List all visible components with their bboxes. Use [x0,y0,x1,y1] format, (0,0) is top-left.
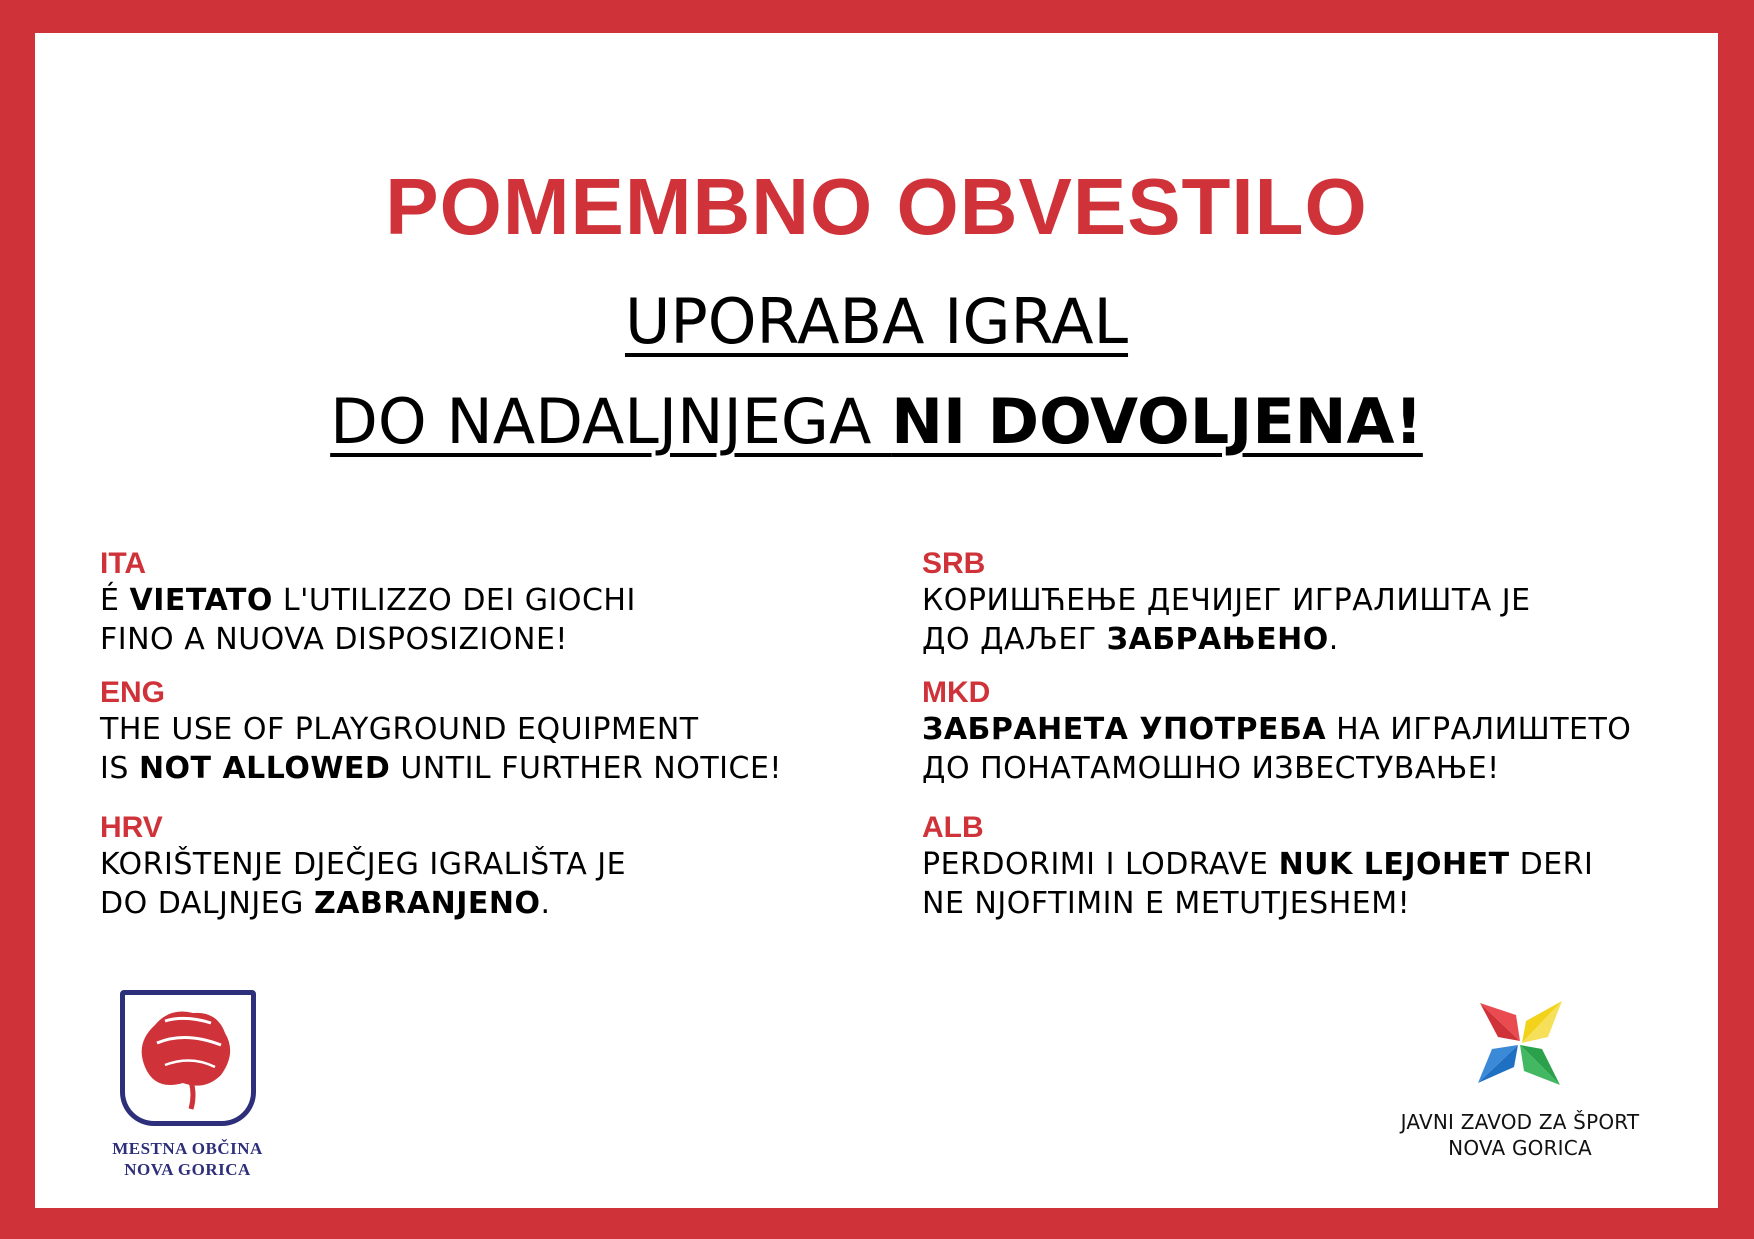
message-line-1: КОРИШЋЕЊЕ ДЕЧИЈЕГ ИГРАЛИШТА ЈЕ [922,583,1531,618]
language-block-srb [922,547,1682,659]
language-code: ITA [100,547,147,580]
text-part: É [100,583,130,618]
text-part: . [540,886,551,921]
headline-line-2-regular: DO NADALJNJEGA [330,385,892,458]
headline-line-2-bold: NI DOVOLJENA! [891,385,1423,458]
institute-name-line-1: JAVNI ZAVOD ZA ŠPORT [1400,1110,1640,1134]
text-part: DO DALJNJEG [100,886,314,921]
text-part: PERDORIMI I LODRAVE [922,847,1279,882]
language-block-hrv [100,811,860,923]
emphasis: NOT ALLOWED [138,751,391,786]
municipality-name-line-2: NOVA GORICA [124,1160,251,1179]
message-line-2: FINO A NUOVA DISPOSIZIONE! [100,622,568,657]
language-code: HRV [100,811,163,844]
text-part: НА ИГРАЛИШТЕТО [1326,712,1632,747]
language-block-eng [100,676,860,788]
message-line-1: KORIŠTENJE DJEČJEG IGRALIŠTA JE [100,847,627,882]
headline-line-2-underlined [330,385,1423,458]
emphasis: VIETATO [129,583,273,618]
notice-sheet [35,33,1718,1208]
language-code: SRB [922,547,986,580]
text-part: IS [100,751,139,786]
message-line-1 [922,710,1682,749]
pinwheel-icon [1470,993,1570,1093]
headline-line-1-text: UPORABA IGRAL [624,285,1129,358]
text-part: L'UTILIZZO DEI GIOCHI [272,583,636,618]
language-block-alb [922,811,1682,923]
message-line-2: NE NJOFTIMIN E METUTJESHEM! [922,886,1411,921]
emphasis: ЗАБРАНЕТА УПОТРЕБА [922,712,1327,747]
municipality-logo [105,990,270,1180]
headline-line-1 [35,285,1718,358]
language-block-mkd [922,676,1682,788]
language-block-ita [100,547,860,659]
language-code: MKD [922,676,991,709]
message-line-1 [922,845,1682,884]
language-code: ALB [922,811,984,844]
language-code: ENG [100,676,166,709]
message-line-1 [100,581,860,620]
notice-title: POMEMBNO OBVESTILO [385,162,1368,251]
message-line-2 [100,884,860,923]
message-line-2: ДО ПОНАТАМОШНО ИЗВЕСТУВАЊЕ! [922,751,1500,786]
text-part: ДО ДАЉЕГ [922,622,1107,657]
message-line-1: THE USE OF PLAYGROUND EQUIPMENT [100,712,699,747]
sports-institute-logo [1390,993,1650,1161]
text-part: . [1328,622,1339,657]
message-line-2 [100,749,860,788]
text-part: DERI [1509,847,1594,882]
text-part: UNTIL FURTHER NOTICE! [390,751,782,786]
headline-line-2 [35,385,1718,458]
emphasis: NUK LEJOHET [1278,847,1510,882]
rose-shield-icon [120,990,256,1126]
emphasis: ЗАБРАЊЕНО [1106,622,1329,657]
municipality-name-line-1: MESTNA OBČINA [112,1139,263,1158]
message-line-2 [922,620,1682,659]
emphasis: ZABRANJENO [313,886,541,921]
institute-name-line-2: NOVA GORICA [1448,1136,1592,1160]
